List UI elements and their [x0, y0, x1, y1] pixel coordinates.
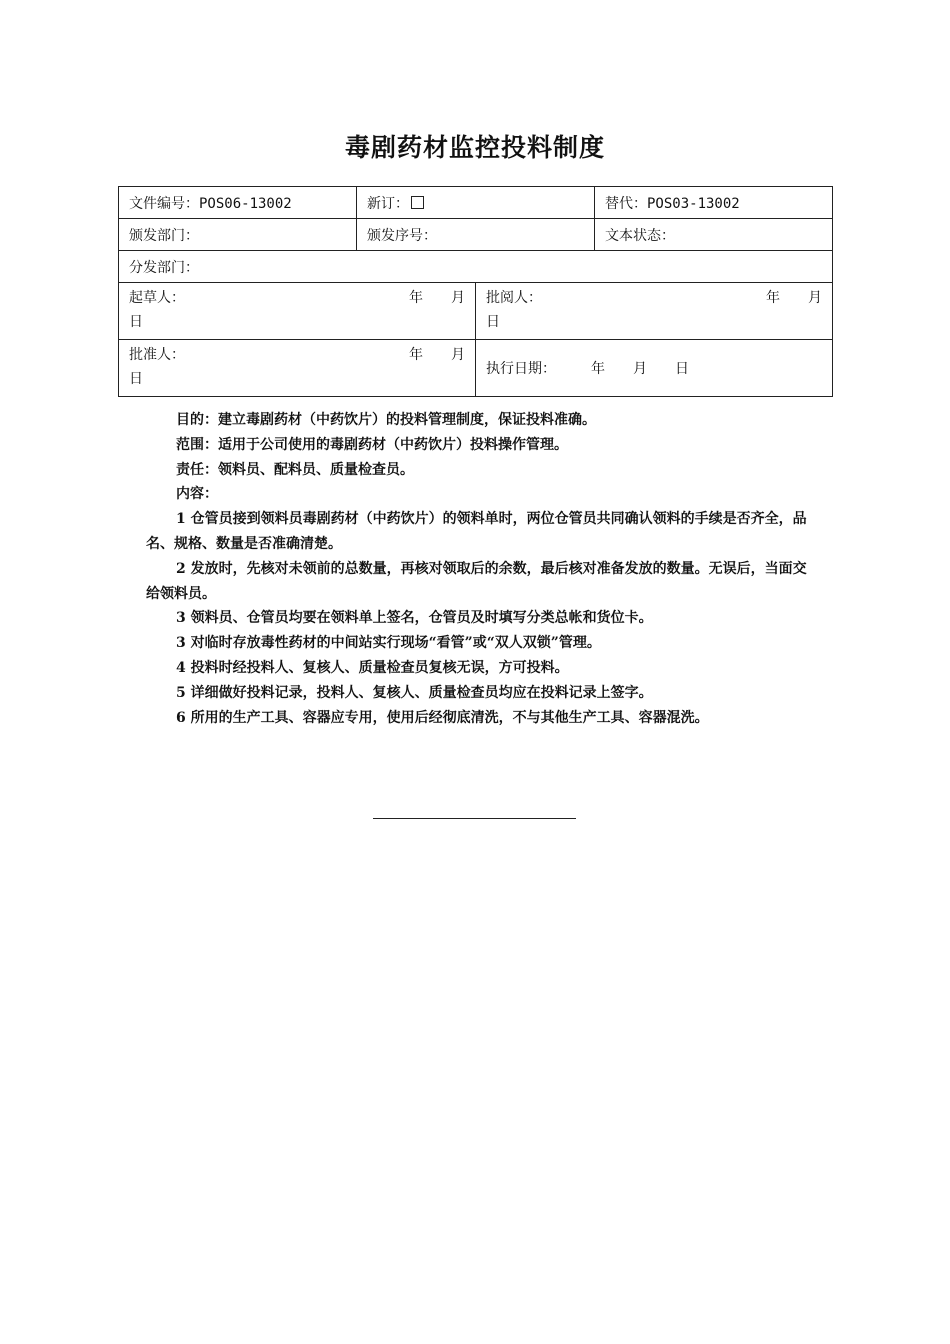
content-item: 6 所用的生产工具、容器应专用，使用后经彻底清洗，不与其他生产工具、容器混洗。 — [176, 709, 709, 726]
drafter-year-month: 年 月 — [409, 290, 465, 306]
drafter-cell — [119, 283, 476, 340]
content-item: 1 仓管员接到领料员毒剧药材（中药饮片）的领料单时，两位仓管员共同确认领料的手续是否齐全，品名、规格、数量是否准确清楚。 — [146, 511, 807, 552]
reviewer-year-month: 年 月 — [766, 290, 822, 306]
approver-label: 批准人： — [129, 347, 185, 363]
approver-day: 日 — [129, 371, 143, 387]
document-body — [146, 408, 810, 730]
content-item: 2 发放时，先核对未领前的总数量，再核对领取后的余数，最后核对准备发放的数量。无误后，当面交给领料员。 — [146, 560, 807, 602]
content-item: 3 对临时存放毒性药材的中间站实行现场“看管”或“双人双锁”管理。 — [176, 635, 601, 652]
reviewer-day: 日 — [486, 314, 500, 330]
end-divider — [373, 818, 576, 819]
reviewer-label: 批阅人： — [486, 290, 542, 306]
content-label: 内容： — [176, 486, 218, 503]
issue-seq-label: 颁发序号： — [367, 227, 437, 244]
approver-cell — [119, 340, 476, 397]
approver-year-month: 年 月 — [409, 347, 465, 363]
issue-dept-cell — [119, 219, 357, 251]
drafter-day: 日 — [129, 314, 143, 330]
new-revision-checkbox[interactable] — [411, 196, 424, 209]
text-status-cell — [595, 219, 833, 251]
text-status-label: 文本状态： — [605, 227, 675, 244]
exec-date-label: 执行日期： 年 月 日 — [486, 361, 689, 377]
content-item: 4 投料时经投料人、复核人、质量检查员复核无误，方可投料。 — [176, 659, 569, 676]
new-revision-label: 新订： — [367, 195, 409, 212]
new-revision-cell — [357, 187, 595, 219]
dist-dept-cell — [119, 251, 833, 283]
file-number: 文件编号：POS06-13002 — [129, 195, 292, 212]
reviewer-cell — [476, 283, 833, 340]
file-number-cell — [119, 187, 357, 219]
responsibility-paragraph: 责任：领料员、配料员、质量检查员。 — [176, 461, 414, 478]
drafter-label: 起草人： — [129, 290, 185, 306]
dist-dept-label: 分发部门： — [129, 259, 199, 276]
exec-date-cell — [476, 340, 833, 397]
purpose-paragraph: 目的：建立毒剧药材（中药饮片）的投料管理制度，保证投料准确。 — [176, 412, 596, 428]
replace-number: 替代：POS03-13002 — [605, 195, 740, 212]
content-item: 3 领料员、仓管员均要在领料单上签名，仓管员及时填写分类总帐和货位卡。 — [176, 610, 653, 627]
issue-seq-cell — [357, 219, 595, 251]
replace-cell — [595, 187, 833, 219]
issue-dept-label: 颁发部门： — [129, 227, 199, 244]
scope-paragraph: 范围：适用于公司使用的毒剧药材（中药饮片）投料操作管理。 — [176, 436, 568, 453]
document-title: 毒剧药材监控投料制度 — [344, 133, 605, 162]
document-info-table — [118, 186, 833, 397]
content-item: 5 详细做好投料记录，投料人、复核人、质量检查员均应在投料记录上签字。 — [176, 684, 653, 701]
